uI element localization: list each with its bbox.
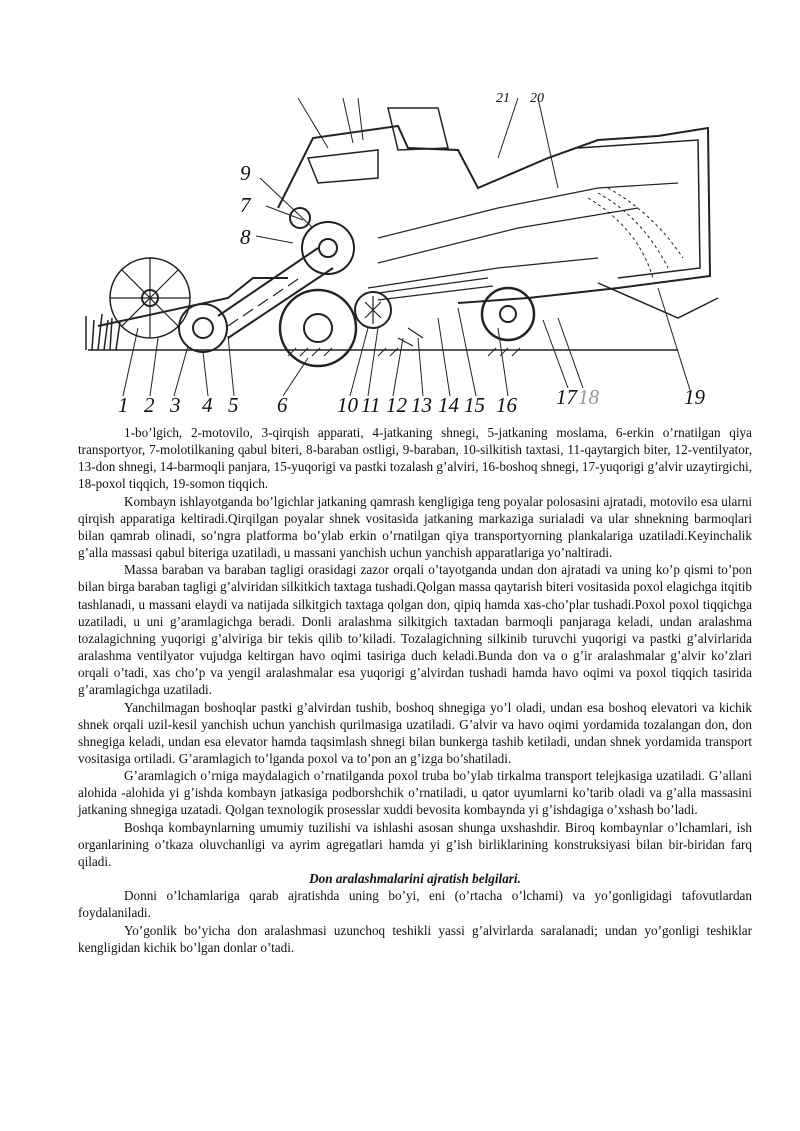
diagram-label: 20 <box>530 91 544 106</box>
harvester-drawing <box>78 88 738 416</box>
diagram-label: 21 <box>496 91 510 106</box>
paragraph: Yanchilmagan boshoqlar pastki g’alvirdan tushib, boshoq shnegiga yo’l oladi, undan esa boshoq elevatori va kichik shnek orqali uzil-kesil yanchish uchun yanchish qurilmasiga uzatiladi. G’alvir va havo oqimi yordamida tozalangan don, don shnegiga keladi, undan esa elevator hamda taqsimlash shnegi bilan bunkerga tashib ketiladi, undan shnek yordamida transport vositasiga ortiladi. G’aramlagich to’lganda poxol va to’pon an g’izga bo’shatiladi. <box>78 699 752 766</box>
diagram-label: 16 <box>496 393 517 416</box>
diagram-label: 6 <box>277 393 288 416</box>
diagram-label: 8 <box>240 225 251 249</box>
diagram-label: 17 <box>556 385 577 409</box>
combine-harvester-diagram <box>78 88 738 416</box>
diagram-label: 13 <box>411 393 432 416</box>
diagram-label: 12 <box>386 393 407 416</box>
section-heading: Don aralashmalarini ajratish belgilari. <box>309 871 521 887</box>
diagram-label: 7 <box>240 193 251 217</box>
paragraph: Boshqa kombaynlarning umumiy tuzilishi va ishlashi asosan shunga uxshashdir. Biroq kombaynlar o’lchamlari, ish organlarining o’tkaza oluvchanligi va ayrim agregatlari hamda yi g’ish birliklarining konstruksiyasi bilan bir-biridan farq qiladi. <box>78 819 752 869</box>
diagram-label: 19 <box>684 385 705 409</box>
diagram-label: 11 <box>361 393 381 416</box>
paragraph: Kombayn ishlayotganda bo’lgichlar jatkaning qamrash kengligiga teng poyalar polosasini ajratadi, motovilo esa ularni qirqish apparatiga keltiradi.Qirqilgan poyalar shnek vositasida jatkaning markaziga surialadi va ular shnekning barmoqlari bilan qamrab olinadi, so’ngra platforma bo’ylab erkin o’rnatilgan qiya transportyorning plankalariga uzatiladi.Keyinchalik g’alla massasi qabul biteriga uzatiladi, u massani yanchish uchun yanchish apparatlariga yo’naltiradi. <box>78 493 752 561</box>
diagram-label: 18 <box>578 385 599 409</box>
paragraph: G’aramlagich o’rniga maydalagich o’rnatilganda poxol truba bo’ylab tirkalma transport telejkasiga uzatiladi. G’allani alohida -alohida yi g’ishda kombayn jatkasiga podborshchik o’rnatiladi, u qator uyumlarni ko’tarib oladi va g’alla massasini jatkaning shnegiga uzatadi. Qolgan texnologik prosesslar xuddi bevosita kombaynda yi g’ishdagiga o’xshash bo’ladi. <box>78 768 752 818</box>
diagram-label: 10 <box>337 393 358 416</box>
diagram-label: 9 <box>240 161 251 185</box>
diagram-label: 1 <box>118 393 129 416</box>
diagram-label: 5 <box>228 393 239 416</box>
figure-caption: 1-bo’lgich, 2-motovilo, 3-qirqish apparati, 4-jatkaning shnegi, 5-jatkaning moslama, 6-erkin o’rnatilgan qiya transportyor, 7-molotilkaning qabul biteri, 8-baraban ostligi, 9-baraban, 10-silkitish taxtasi, 11-qaytargich biter, 12-ventilyator, 13-don shnegi, 14-barmoqli panjara, 15-yuqorigi va pastki tozalash g’alviri, 16-boshoq shnegi, 17-yuqorigi g’alvir uzaytirgichi, 18-poxol tiqqich, 19-somon tiqqich. <box>78 425 752 492</box>
diagram-label: 15 <box>464 393 485 416</box>
diagram-label: 4 <box>202 393 213 416</box>
document-body <box>78 424 752 956</box>
paragraph: Donni o’lchamlariga qarab ajratishda uning bo’yi, eni (o’rtacha o’lchami) va yo’gonligidagi tafovutlardan foydalaniladi. <box>78 888 752 921</box>
paragraph: Massa baraban va baraban tagligi orasidagi zazor orqali o’tayotganda undan don ajratadi va uning ko’p qismi to’pon bilan birga baraban tagligi g’alviridan silkitkich taxtaga tushadi.Qolgan massa qaytarish biteri vositasida poxol elagichga itqitib tashlanadi, u massani elaydi va natijada silkitgich taxtaga qolgan don, qipiq hamda xas-cho’plar tushadi.Poxol poxol tiqqichga uzatiladi, u uni g’aramlagichga beradi. Donli aralashma silkitgich taxtadan barmoqli panjaraga keladi, undan aralashma tozalagichning yuqorigi g’alviriga bir tekis qilib to’kiladi. Tozalagichning silkinib turuvchi yuqorigi va pastki g’alvirlarida aralashma ventilyator vujudga keltirgan havo oqimi tasiriga duch keladi.Bunda don va o g’ir aralashmalar g’alvir ko’zlari orqali o’tadi, xas cho’p va yengil aralashmalar esa yuqorigi g’alvirdan tushadi hamda havo oqimi va poxol tiqqich tasirida g’aramlagichga uzatiladi. <box>78 562 752 698</box>
diagram-label: 2 <box>144 393 155 416</box>
diagram-label: 3 <box>170 393 181 416</box>
diagram-label: 14 <box>438 393 459 416</box>
paragraph: Yo’gonlik bo’yicha don aralashmasi uzunchoq teshikli yassi g’alvirlarda saralanadi; undan yo’gonligi teshiklar kengligidan kichik bo’lgan donlar o’tadi. <box>78 922 752 955</box>
